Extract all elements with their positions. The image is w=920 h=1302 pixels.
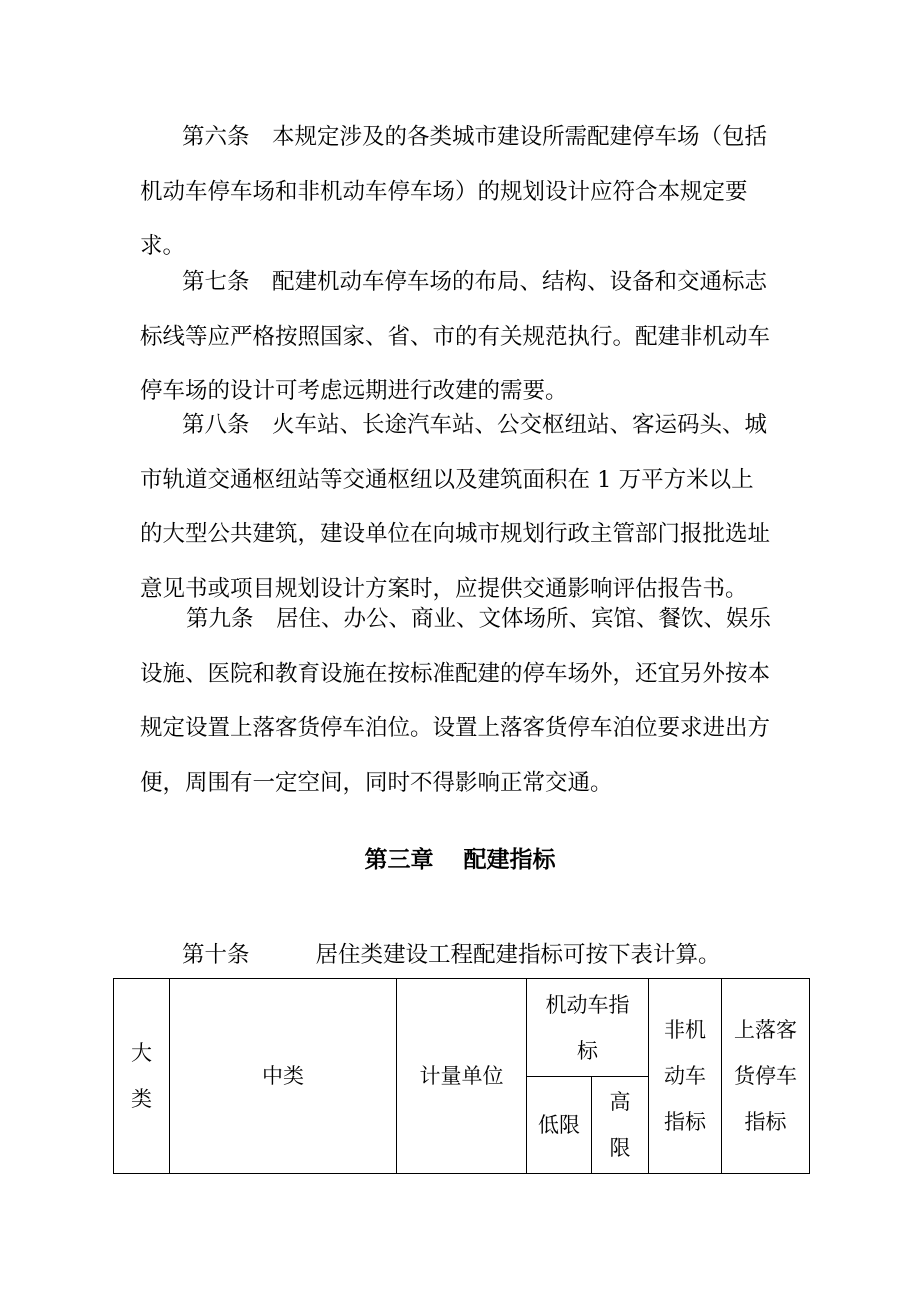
header-non-motor-index: 非机 动车 指标 — [649, 979, 722, 1174]
article-8-line-2: 市轨道交通枢纽站等交通枢纽以及建筑面积在 1 万平方米以上 — [140, 466, 754, 493]
header-motor-vehicle-index: 机动车指 标 — [527, 979, 649, 1077]
article-6 — [140, 110, 790, 274]
article-9-line-2: 设施、医院和教育设施在按标准配建的停车场外，还宜另外按本 — [140, 660, 771, 687]
header-minor-category: 中类 — [170, 979, 397, 1174]
chapter-title: 配建指标 — [463, 847, 556, 873]
article-7-line-1: 第七条 配建机动车停车场的布局、结构、设备和交通标志 — [182, 269, 768, 295]
article-6-line-2: 机动车停车场和非机动车停车场）的规划设计应符合本规定要 — [140, 178, 748, 205]
article-8-line-3: 的大型公共建筑，建设单位在向城市规划行政主管部门报批选址 — [140, 521, 771, 547]
article-10 — [140, 928, 790, 983]
article-10-label: 第十条 — [182, 942, 250, 968]
article-6-line-3: 求。 — [140, 233, 186, 259]
article-10-text: 居住类建设工程配建指标可按下表计算。 — [315, 942, 721, 968]
article-8-line-1: 第八条 火车站、长途汽车站、公交枢纽站、客运码头、城 — [182, 412, 768, 438]
article-7-line-2: 标线等应严格按照国家、省、市的有关规范执行。配建非机动车 — [140, 323, 771, 350]
parking-index-table — [113, 978, 810, 1174]
article-9-line-4: 便，周围有一定空间，同时不得影响正常交通。 — [140, 769, 613, 796]
article-9 — [140, 592, 790, 810]
article-7 — [140, 255, 790, 419]
header-high-limit: 高 限 — [592, 1077, 649, 1174]
header-major-category: 大 类 — [114, 979, 170, 1174]
header-loading-bay-index: 上落客 货停车 指标 — [722, 979, 810, 1174]
chapter-number: 第三章 — [364, 847, 434, 873]
article-7-line-3: 停车场的设计可考虑远期进行改建的需要。 — [140, 378, 568, 404]
header-low-limit: 低限 — [527, 1077, 592, 1174]
article-8 — [140, 398, 790, 616]
article-9-line-3: 规定设置上落客货停车泊位。设置上落客货停车泊位要求进出方 — [140, 715, 771, 741]
article-6-line-1: 第六条 本规定涉及的各类城市建设所需配建停车场（包括 — [182, 124, 768, 150]
chapter-heading — [0, 840, 920, 880]
header-unit: 计量单位 — [397, 979, 527, 1174]
article-9-line-1: 第九条 居住、办公、商业、文体场所、宾馆、餐饮、娱乐 — [186, 606, 772, 632]
article-8-line-4: 意见书或项目规划设计方案时，应提供交通影响评估报告书。 — [140, 575, 748, 602]
